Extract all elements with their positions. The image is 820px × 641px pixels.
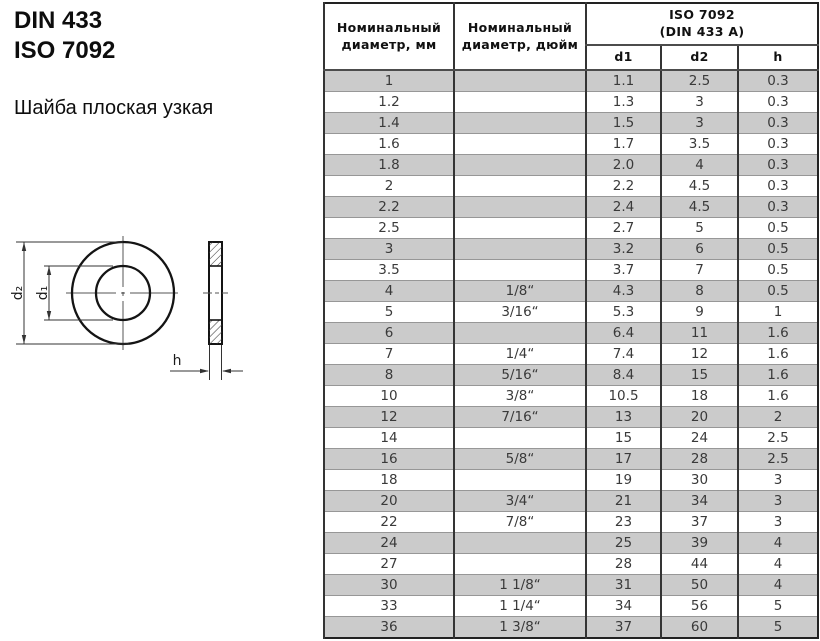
table-cell: 0.5 [738, 260, 818, 281]
table-row [324, 344, 818, 365]
table-cell: 4.3 [586, 281, 661, 302]
table-cell: 1/4“ [454, 344, 586, 365]
table-cell: 5.3 [586, 302, 661, 323]
table-cell: 0.3 [738, 92, 818, 113]
table-cell: 34 [586, 596, 661, 617]
table-row [324, 533, 818, 554]
table-cell: 1.2 [324, 92, 454, 113]
table-cell [454, 70, 586, 92]
table-cell: 56 [661, 596, 738, 617]
table-cell: 1.3 [586, 92, 661, 113]
table-cell: 3/8“ [454, 386, 586, 407]
table-cell: 1.7 [586, 134, 661, 155]
table-cell: 0.3 [738, 113, 818, 134]
table-cell [454, 554, 586, 575]
table-cell: 60 [661, 617, 738, 639]
table-row [324, 554, 818, 575]
header-h: h [738, 45, 818, 70]
table-cell: 24 [661, 428, 738, 449]
table-cell: 1.6 [738, 365, 818, 386]
table-cell: 8.4 [586, 365, 661, 386]
table-row [324, 239, 818, 260]
table-cell: 27 [324, 554, 454, 575]
table-cell: 14 [324, 428, 454, 449]
table-row [324, 386, 818, 407]
header-iso-group-subtitle: (DIN 433 A) [659, 24, 745, 39]
table-cell [454, 323, 586, 344]
table-row [324, 596, 818, 617]
table-cell: 7 [324, 344, 454, 365]
table-cell: 24 [324, 533, 454, 554]
table-cell: 5 [661, 218, 738, 239]
table-cell: 1.6 [738, 323, 818, 344]
table-cell: 4.5 [661, 176, 738, 197]
table-cell: 3/4“ [454, 491, 586, 512]
table-cell: 3.7 [586, 260, 661, 281]
table-cell: 0.3 [738, 155, 818, 176]
table-cell: 50 [661, 575, 738, 596]
header-d1: d1 [586, 45, 661, 70]
table-cell: 0.3 [738, 70, 818, 92]
table-cell: 33 [324, 596, 454, 617]
table-cell: 4.5 [661, 197, 738, 218]
table-cell: 20 [324, 491, 454, 512]
table-cell: 30 [661, 470, 738, 491]
d2-label: d₂ [10, 285, 26, 301]
table-row [324, 113, 818, 134]
table-cell: 1.1 [586, 70, 661, 92]
table-cell: 12 [661, 344, 738, 365]
table-cell: 37 [661, 512, 738, 533]
table-cell: 15 [661, 365, 738, 386]
table-cell: 7.4 [586, 344, 661, 365]
table-row [324, 575, 818, 596]
table-cell: 5/8“ [454, 449, 586, 470]
header-iso-group-title: ISO 7092 [669, 7, 735, 23]
table-cell [454, 428, 586, 449]
table-cell: 0.3 [738, 176, 818, 197]
table-cell: 1 3/8“ [454, 617, 586, 639]
table-cell: 5/16“ [454, 365, 586, 386]
header-iso-group [586, 3, 818, 45]
table-cell: 0.5 [738, 239, 818, 260]
table-cell: 2.2 [586, 176, 661, 197]
table-cell [454, 197, 586, 218]
washer-front-view [66, 236, 178, 350]
table-cell: 39 [661, 533, 738, 554]
table-cell [454, 92, 586, 113]
table-cell: 12 [324, 407, 454, 428]
table-row [324, 491, 818, 512]
table-row [324, 470, 818, 491]
table-cell: 1.6 [324, 134, 454, 155]
table-cell [454, 239, 586, 260]
table-cell: 5 [738, 617, 818, 639]
table-row [324, 428, 818, 449]
table-cell: 1.8 [324, 155, 454, 176]
table-cell: 11 [661, 323, 738, 344]
table-cell: 30 [324, 575, 454, 596]
table-cell: 15 [586, 428, 661, 449]
table-cell: 1 [738, 302, 818, 323]
table-cell: 3.5 [661, 134, 738, 155]
table-cell: 19 [586, 470, 661, 491]
table-cell [454, 218, 586, 239]
table-cell: 0.3 [738, 197, 818, 218]
table-cell: 2.2 [324, 197, 454, 218]
table-cell: 17 [586, 449, 661, 470]
table-cell: 4 [738, 575, 818, 596]
table-row [324, 218, 818, 239]
table-cell: 5 [324, 302, 454, 323]
table-row [324, 155, 818, 176]
table-cell: 3 [738, 491, 818, 512]
table-cell: 1 1/4“ [454, 596, 586, 617]
washer-technical-drawing [0, 228, 260, 393]
table-cell: 9 [661, 302, 738, 323]
table-cell: 16 [324, 449, 454, 470]
table-cell: 1.6 [738, 344, 818, 365]
header-nominal-mm: Номинальный диаметр, мм [324, 3, 454, 70]
table-cell: 1 1/8“ [454, 575, 586, 596]
part-name-subtitle: Шайба плоская узкая [14, 97, 214, 119]
table-row [324, 365, 818, 386]
table-cell: 0.3 [738, 134, 818, 155]
table-cell: 25 [586, 533, 661, 554]
table-cell: 4 [738, 554, 818, 575]
table-cell: 1.4 [324, 113, 454, 134]
table-cell: 3.2 [586, 239, 661, 260]
table-row [324, 281, 818, 302]
table-cell: 8 [661, 281, 738, 302]
table-cell: 10 [324, 386, 454, 407]
table-cell: 4 [738, 533, 818, 554]
table-cell: 18 [324, 470, 454, 491]
washer-spec-table [323, 2, 819, 639]
table-cell: 0.5 [738, 218, 818, 239]
table-cell: 5 [738, 596, 818, 617]
table-row [324, 323, 818, 344]
table-row [324, 512, 818, 533]
table-cell: 8 [324, 365, 454, 386]
table-cell: 2.4 [586, 197, 661, 218]
table-cell: 3 [661, 92, 738, 113]
d1-label: d₁ [35, 285, 51, 301]
table-cell: 21 [586, 491, 661, 512]
table-cell: 3 [661, 113, 738, 134]
table-cell: 36 [324, 617, 454, 639]
table-cell [454, 134, 586, 155]
table-cell: 1 [324, 70, 454, 92]
table-cell [454, 176, 586, 197]
table-row [324, 407, 818, 428]
table-cell: 3.5 [324, 260, 454, 281]
table-cell: 2.5 [661, 70, 738, 92]
table-cell: 3/16“ [454, 302, 586, 323]
table-cell: 6 [324, 323, 454, 344]
table-cell: 22 [324, 512, 454, 533]
table-cell: 23 [586, 512, 661, 533]
table-cell: 3 [738, 470, 818, 491]
h-label: h [172, 353, 182, 369]
table-cell: 2.5 [738, 449, 818, 470]
table-cell [454, 155, 586, 176]
table-cell: 31 [586, 575, 661, 596]
table-cell: 2.0 [586, 155, 661, 176]
table-cell [454, 260, 586, 281]
table-cell: 7/16“ [454, 407, 586, 428]
standard-title-din: DIN 433 [14, 7, 103, 34]
table-cell: 28 [661, 449, 738, 470]
table-row [324, 134, 818, 155]
table-cell: 7/8“ [454, 512, 586, 533]
table-cell: 3 [738, 512, 818, 533]
table-cell: 2.7 [586, 218, 661, 239]
header-nominal-inch: Номинальный диаметр, дюйм [454, 3, 586, 70]
table-cell: 28 [586, 554, 661, 575]
h-dimension [170, 345, 243, 380]
table-cell: 4 [661, 155, 738, 176]
table-row [324, 70, 818, 92]
table-row [324, 197, 818, 218]
washer-table-body [324, 70, 818, 638]
table-cell [454, 470, 586, 491]
table-cell: 1/8“ [454, 281, 586, 302]
table-row [324, 92, 818, 113]
table-cell: 3 [324, 239, 454, 260]
table-cell [454, 533, 586, 554]
table-row [324, 302, 818, 323]
table-cell: 37 [586, 617, 661, 639]
header-d2: d2 [661, 45, 738, 70]
table-cell: 0.5 [738, 281, 818, 302]
table-header [324, 3, 818, 70]
table-cell: 4 [324, 281, 454, 302]
table-cell: 1.5 [586, 113, 661, 134]
table-cell: 20 [661, 407, 738, 428]
table-row [324, 260, 818, 281]
table-cell [454, 113, 586, 134]
table-cell: 13 [586, 407, 661, 428]
table-row [324, 449, 818, 470]
table-row [324, 617, 818, 639]
table-cell: 10.5 [586, 386, 661, 407]
table-row [324, 176, 818, 197]
table-cell: 6.4 [586, 323, 661, 344]
table-cell: 1.6 [738, 386, 818, 407]
table-cell: 18 [661, 386, 738, 407]
standard-titles [14, 6, 115, 66]
table-cell: 7 [661, 260, 738, 281]
washer-side-view [203, 242, 228, 344]
table-cell: 2 [738, 407, 818, 428]
standard-title-iso: ISO 7092 [14, 37, 116, 64]
table-cell: 2.5 [324, 218, 454, 239]
table-cell: 6 [661, 239, 738, 260]
table-cell: 44 [661, 554, 738, 575]
table-cell: 2 [324, 176, 454, 197]
table-cell: 2.5 [738, 428, 818, 449]
table-cell: 34 [661, 491, 738, 512]
